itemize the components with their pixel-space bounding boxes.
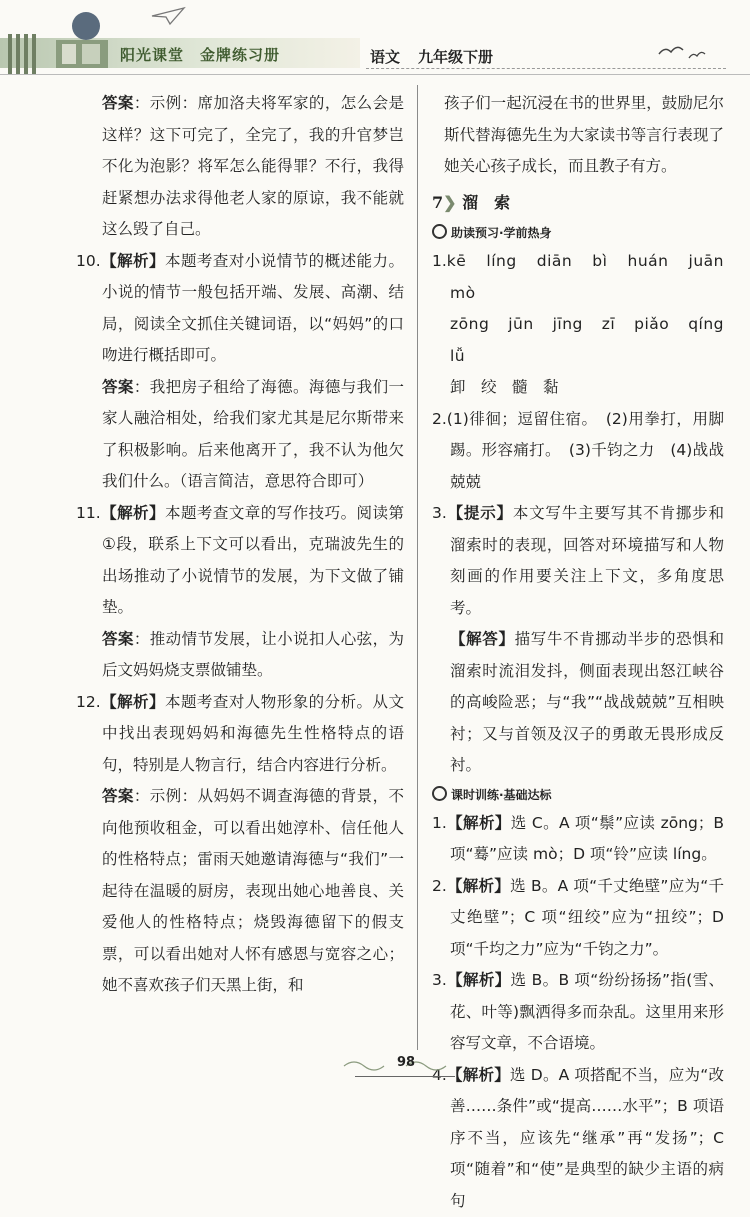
q10-answer (84, 372, 404, 498)
section-title-text: 溜 索 (462, 193, 510, 212)
answer-label: 答案 (102, 378, 134, 396)
analysis-text: 选 B。B 项“纷纷扬扬”指(雪、花、叶等)飘洒得多而杂乱。这里用来形容写文章，不合语境。 (450, 971, 724, 1052)
header-dashed-line (366, 68, 726, 69)
answer-tag: 【解答】 (450, 630, 515, 648)
page-number: 98 (397, 1055, 415, 1070)
paper-plane-icon (150, 6, 186, 26)
analysis-tag: 【解析】 (101, 252, 165, 270)
subheading-text: 助读预习·学前热身 (451, 226, 552, 240)
circle-icon (432, 224, 447, 239)
analysis-tag: 【解析】 (447, 877, 510, 895)
birds-icon (655, 38, 715, 64)
answer-text: ：示例：席加洛夫将军家的，怎么会是这样？这下可完了，全完了，我的升官梦岂不化为泡影？将军怎么能得罪？不行，我得赶紧想办法求得他老人家的原谅，我不能就这么毁了自己。 (102, 94, 404, 238)
q11-answer (84, 624, 404, 687)
hint-text: 本文写牛主要写其不肯挪步和溜索时的表现，回答对环境描写和人物刻画的作用要关注上下文，多角度思考。 (450, 504, 724, 617)
question-number: 4. (432, 1060, 447, 1092)
question-number: 2. (432, 404, 447, 436)
section-number: 7 (432, 193, 443, 212)
train-q4 (432, 1060, 724, 1217)
pre-q3 (432, 498, 724, 624)
q9-answer (84, 88, 404, 246)
q12-answer-continued: 孩子们一起沉浸在书的世界里，鼓励尼尔斯代替海德先生为大家读书等言行表现了她关心孩子成长，而且教子有方。 (432, 88, 724, 183)
footer-ornament (340, 1052, 450, 1078)
analysis-tag: 【解析】 (447, 814, 511, 832)
analysis-tag: 【解析】 (101, 504, 165, 522)
book-title: 阳光课堂 金牌练习册 (120, 44, 280, 65)
header-rule (0, 74, 750, 75)
analysis-tag: 【解析】 (447, 1066, 510, 1084)
answer-label: 答案 (102, 787, 134, 805)
train-q3 (432, 965, 724, 1060)
chars-line: 卸 绞 髓 黏 (432, 372, 724, 404)
footer-rule (355, 1076, 455, 1077)
analysis-text: 本题考查对人物形象的分析。从文中找出表现妈妈和海德先生性格特点的语句，特别是人物言行，结合内容进行分析。 (102, 693, 404, 774)
subject-grade: 语文 九年级下册 (370, 46, 493, 67)
pre-q3-answer (432, 624, 724, 782)
answer-text: ：示例：从妈妈不调查海德的背景，不向他预收租金，可以看出她淳朴、信任他人的性格特点；雷雨天她邀请海德与“我们”一起待在温暖的厨房，表现出她心地善良、关爱他人的性格特点；烧毁海德留下的假支票，可以看出她对人怀有感恩与宽容之心；她不喜欢孩子们天黑上街，和 (102, 787, 404, 994)
answer-text: ：我把房子租给了海德。海德与我们一家人融洽相处，给我们家尤其是尼尔斯带来了积极影响。后来他离开了，我不认为他欠我们什么。（语言简洁，意思符合即可） (102, 378, 404, 491)
question-number: 3. (432, 498, 447, 530)
answer-label: 答案 (102, 94, 134, 112)
question-number: 10. (76, 246, 101, 278)
header-illustration (48, 6, 118, 72)
question-number: 12. (76, 687, 101, 719)
pinyin-line: kē líng diān bì huán juān mò (447, 252, 740, 302)
question-number: 1. (432, 246, 447, 278)
train-q2 (432, 871, 724, 966)
section-title (432, 187, 724, 219)
answer-label: 答案 (102, 630, 134, 648)
analysis-text: 选 C。A 项“鬃”应读 zōng；B 项“蓦”应读 mò；D 项“铃”应读 líng。 (450, 814, 724, 864)
answer-text: 描写牛不肯挪动半步的恐惧和溜索时流泪发抖，侧面表现出怒江峡谷的高峻险恶；与“我”“战战兢兢”互相映衬；又与首领及汉子的勇敢无畏形成反衬。 (450, 630, 724, 774)
analysis-tag: 【解析】 (101, 693, 165, 711)
pre-q1 (432, 246, 724, 309)
column-divider (417, 85, 418, 1050)
q12-analysis (84, 687, 404, 782)
answer-text: (1)徘徊；逗留住宿。 (2)用拳打，用脚踢。形容痛打。 (3)千钧之力 (4)战战兢兢 (447, 410, 724, 491)
pre-q2 (432, 404, 724, 499)
question-number: 2. (432, 871, 447, 903)
pinyin-line-2: zōng jūn jīng zī piǎo qíng lǚ (432, 309, 724, 372)
analysis-text: 选 D。A 项搭配不当，应为“改善……条件”或“提高……水平”；B 项语序不当，应该先“继承”再“发扬”；C 项“随着”和“使”是典型的缺少主语的病句 (450, 1066, 724, 1210)
subheading-text: 课时训练·基础达标 (451, 788, 552, 802)
right-column (432, 88, 724, 1217)
left-column (84, 88, 404, 1002)
q11-analysis (84, 498, 404, 624)
analysis-text: 本题考查对小说情节的概述能力。小说的情节一般包括开端、发展、高潮、结局，阅读全文抓住关键词语，以“妈妈”的口吻进行概括即可。 (102, 252, 404, 365)
question-number: 3. (432, 965, 447, 997)
train-q1 (432, 808, 724, 871)
answer-text: ：推动情节发展，让小说扣人心弦，为后文妈妈烧支票做铺垫。 (102, 630, 404, 680)
question-number: 11. (76, 498, 101, 530)
analysis-text: 选 B。A 项“千丈绝壁”应为“千丈绝壁”；C 项“纽绞”应为“扭绞”；D 项“千均之力”应为“千钧之力”。 (450, 877, 724, 958)
question-number: 1. (432, 808, 447, 840)
subheading-training (432, 782, 724, 808)
page-header (0, 0, 750, 80)
circle-icon (432, 786, 447, 801)
analysis-text: 本题考查文章的写作技巧。阅读第①段，联系上下文可以看出，克瑞波先生的出场推动了小说情节的发展，为下文做了铺垫。 (102, 504, 404, 617)
hint-tag: 【提示】 (447, 504, 513, 522)
chevron-right-icon: ❯ (443, 193, 456, 212)
analysis-tag: 【解析】 (447, 971, 511, 989)
q10-analysis (84, 246, 404, 372)
header-stripes (8, 34, 42, 74)
q12-answer (84, 781, 404, 1002)
subheading-preview (432, 220, 724, 246)
